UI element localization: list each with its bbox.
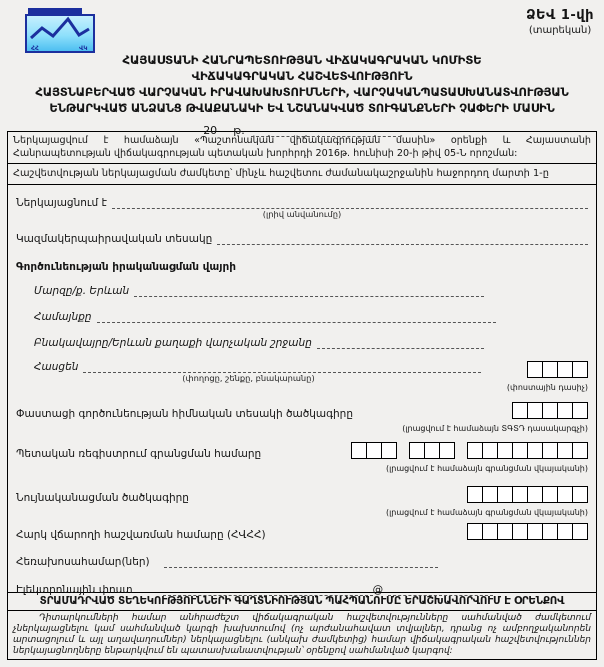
registry-hint: (լրացվում է համաձայն գրանցման վկայականի): [385, 464, 588, 473]
entry-cell[interactable]: [497, 523, 513, 540]
entry-cell[interactable]: [512, 486, 528, 503]
postal-code-cells: [528, 361, 588, 378]
entry-cell[interactable]: [482, 486, 498, 503]
legal-basis-note: Ներկայացվում է համաձայն «Պաշտոնական վիճակագրության մասին» օրենքի և Հայաստանի Հանրապետության վիճակագրության պետական խորհրդի 2016թ. հունիսի 20-ի թիվ 05-Ն որոշման:: [7, 131, 597, 164]
entry-cell[interactable]: [424, 442, 440, 459]
entry-cell[interactable]: [527, 442, 543, 459]
region-label: Մարզը/ք. Երևան: [34, 285, 130, 297]
entry-cell[interactable]: [572, 486, 588, 503]
entry-cell[interactable]: [512, 442, 528, 459]
id-code-block: [386, 486, 588, 517]
email-at-sign: @: [372, 584, 384, 596]
org-type-label: Կազմակերպաիրավական տեսակը: [16, 233, 213, 245]
form-periodicity: (տարեկան): [528, 25, 592, 36]
registry-number-block: [352, 442, 588, 473]
activity-place-heading: Գործունեության իրականացման վայրի: [16, 261, 236, 273]
logo-chart-icon: [25, 7, 95, 53]
activity-code-cells: [513, 402, 588, 419]
deadline-note: Հաշվետվության ներկայացման ժամկետը՝ մինչև հաշվետու ժամանակաշրջանին հաջորդող մարտի 1-ը: [7, 163, 597, 185]
entry-cell[interactable]: [557, 486, 573, 503]
entry-cell[interactable]: [527, 486, 543, 503]
respondent-info-box: [7, 184, 597, 596]
community-input-line[interactable]: [97, 311, 496, 323]
registry-cells-group3: [468, 442, 588, 459]
year-suffix: թ.: [233, 124, 245, 137]
entry-cell[interactable]: [542, 442, 558, 459]
org-type-input-line[interactable]: [217, 233, 588, 245]
address-label: Հասցեն: [34, 361, 79, 373]
phone-input-line[interactable]: [164, 556, 438, 568]
id-code-label: Նույնականացման ծածկագիրը: [16, 492, 189, 504]
committee-name: ՀԱՅԱՍՏԱՆԻ ՀԱՆՐԱՊԵՏՈՒԹՅԱՆ ՎԻՃԱԿԱԳՐԱԿԱՆ ԿՈՄԻՏԵ: [122, 53, 482, 67]
registry-cells-group1: [352, 442, 397, 459]
settlement-input-line[interactable]: [317, 337, 484, 349]
entry-cell[interactable]: [527, 402, 543, 419]
entry-cell[interactable]: [572, 402, 588, 419]
postal-hint: (փոստային դասիչ): [506, 383, 588, 392]
confidentiality-notice: ՏՐԱՄԱԴՐՎԱԾ ՏԵՂԵԿՈՒԹՅՈՒՆՆԵՐԻ ԳԱՂՏՆԻՈՒԹՅԱՆ ՊԱՀՊԱՆՈՒՄԸ ԵՐԱՇԽԱՎՈՐՎՈՒՄ Է ՕՐԵՆՔՈՎ: [7, 592, 597, 611]
statistical-committee-logo: [25, 7, 95, 53]
activity-code-block: [402, 402, 588, 433]
entry-cell[interactable]: [409, 442, 425, 459]
report-type: ՎԻՃԱԿԱԳՐԱԿԱՆ ՀԱՇՎԵՏՎՈՒԹՅՈՒՆ: [191, 69, 413, 83]
phone-label: Հեռախոսահամար(ներ): [16, 556, 150, 568]
year-row: [0, 124, 604, 137]
id-code-cells: [468, 486, 588, 503]
entry-cell[interactable]: [512, 523, 528, 540]
presented-by-hint: (լրիվ անվանումը): [262, 209, 342, 219]
entry-cell[interactable]: [482, 523, 498, 540]
form-header: [0, 0, 604, 137]
entry-cell[interactable]: [572, 442, 588, 459]
settlement-label: Բնակավայրը/Երևան քաղաքի վարչական շրջանը: [34, 337, 312, 349]
year-input-line[interactable]: [251, 124, 401, 137]
presented-by-label: Ներկայացնում է: [16, 197, 107, 209]
entry-cell[interactable]: [467, 442, 483, 459]
entry-cell[interactable]: [381, 442, 397, 459]
presented-by-input-line[interactable]: [112, 197, 588, 209]
entry-cell[interactable]: [557, 442, 573, 459]
svg-text:ՎԿ: ՎԿ: [79, 45, 88, 52]
postal-code-block: [493, 361, 588, 392]
liability-notice: Դիտարկումների համար անհրաժեշտ վիճակագրական հաշվետվությունները սահմանված ժամկետում չներկայացնելու կամ սահմանված կարգի խախտումով (ոչ արժանահավատ տվյալներ, դրանց ոչ ամբողջականորեն արտացոլում և այլ աղավաղումներ) ներկայացնելու (անկախ ժամկետից) համար վիճակագրական հաշվետվություններ ներկայացնողները ենթարկվում են պատասխանատվության՝ օրենքով սահմանված կարգով:: [7, 610, 597, 660]
entry-cell[interactable]: [467, 486, 483, 503]
id-code-hint: (լրացվում է համաձայն գրանցման վկայականի): [385, 508, 588, 517]
svg-text:ՀՀ: ՀՀ: [31, 45, 39, 52]
entry-cell[interactable]: [366, 442, 382, 459]
entry-cell[interactable]: [557, 402, 573, 419]
entry-cell[interactable]: [497, 442, 513, 459]
entry-cell[interactable]: [542, 523, 558, 540]
entry-cell[interactable]: [351, 442, 367, 459]
form-code-block: [526, 8, 594, 36]
email-label: Էլեկտրոնային փոստ: [16, 584, 133, 596]
tin-cells: [468, 523, 588, 540]
region-input-line[interactable]: [134, 285, 484, 297]
entry-cell[interactable]: [542, 402, 558, 419]
form-title-line2: ԵՆԹԱՐԿՎԱԾ ԱՆՁԱՆՑ ԹՎԱՔԱՆԱԿԻ ԵՎ ՆՇԱՆԱԿՎԱԾ ՏՈՒԳԱՆՔՆԵՐԻ ՉԱՓԵՐԻ ՄԱՍԻՆ: [49, 101, 555, 115]
entry-cell[interactable]: [542, 486, 558, 503]
form-code: ՁԵՎ 1-վի: [526, 8, 594, 23]
entry-cell[interactable]: [572, 523, 588, 540]
address-block: [16, 361, 481, 383]
activity-code-label: Փաստացի գործունեության հիմնական տեսակի ծածկագիրը: [16, 408, 353, 420]
entry-cell[interactable]: [467, 523, 483, 540]
year-prefix: 20: [203, 124, 218, 137]
tin-block: [468, 523, 588, 544]
entry-cell[interactable]: [482, 442, 498, 459]
entry-cell[interactable]: [439, 442, 455, 459]
form-body: [7, 131, 597, 660]
registry-cells-group2: [410, 442, 455, 459]
entry-cell[interactable]: [572, 361, 588, 378]
address-hint: (փողոցը, շենքը, բնակարանը): [182, 373, 315, 383]
entry-cell[interactable]: [527, 523, 543, 540]
entry-cell[interactable]: [527, 361, 543, 378]
activity-code-hint: (լրացվում է համաձայն ՏԳՏԴ դասակարգչի): [402, 424, 588, 433]
entry-cell[interactable]: [542, 361, 558, 378]
entry-cell[interactable]: [497, 486, 513, 503]
entry-cell[interactable]: [557, 523, 573, 540]
tin-label: Հարկ վճարողի հաշվառման համարը (ՀՎՀՀ): [16, 529, 266, 541]
address-input-line[interactable]: [83, 361, 481, 373]
entry-cell[interactable]: [557, 361, 573, 378]
community-label: Համայնքը: [34, 311, 92, 323]
form-title-line1: ՀԱՅՏՆԱԲԵՐՎԱԾ ՎԱՐՉԱԿԱՆ ԻՐԱՎԱԽԱԽՏՈՒՄՆԵՐԻ, ՎԱՐՉԱԿԱՆՊԱՏԱՍԽԱՆԱՏՎՈՒԹՅԱՆ: [35, 85, 569, 99]
registry-number-label: Պետական ռեգիստրում գրանցման համարը: [16, 448, 262, 460]
entry-cell[interactable]: [512, 402, 528, 419]
